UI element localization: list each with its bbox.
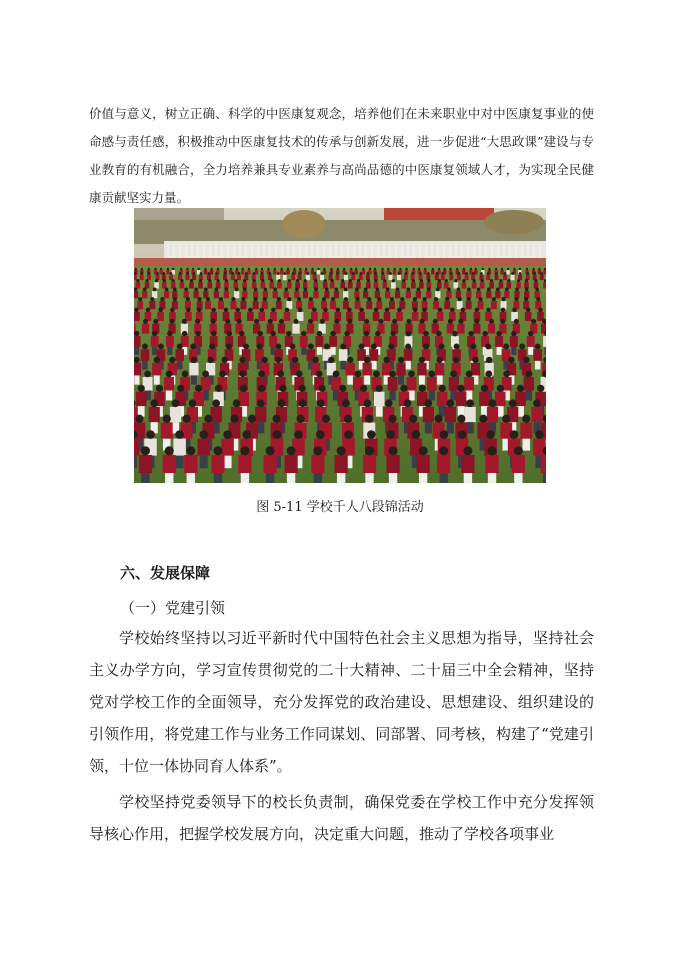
section-heading: 六、发展保障 <box>120 564 211 582</box>
figure-caption: 图 5-11 学校千人八段锦活动 <box>256 500 424 515</box>
body-paragraph-2: 学校坚持党委领导下的校长负责制，确保党委在学校工作中充分发挥领导核心作用，把握学校发展方向，决定重大问题，推动了学校各项事业 <box>89 793 594 843</box>
event-photo <box>134 208 546 483</box>
body-paragraph-1: 学校始终坚持以习近平新时代中国特色社会主义思想为指导，坚持社会主义办学方向，学习宣传贯彻党的二十大精神、二十届三中全会精神，坚持党对学校工作的全面领导，充分发挥党的政治建设、思想建设、组织建设的引领作用，将党建工作与业务工作同谋划、同部署、同考核，构建了“党建引领，十位一体协同育人体系”。 <box>89 629 594 775</box>
intro-paragraph: 价值与意义，树立正确、科学的中医康复观念，培养他们在未来职业中对中医康复事业的使命感与责任感，积极推动中医康复技术的传承与创新发展，进一步促进“大思政课”建设与专业教育的有机融合，全力培养兼具专业素养与高尚品德的中医康复领域人才，为实现全民健康贡献坚实力量。 <box>89 106 594 205</box>
section-subheading: （一）党建引领 <box>120 599 226 617</box>
